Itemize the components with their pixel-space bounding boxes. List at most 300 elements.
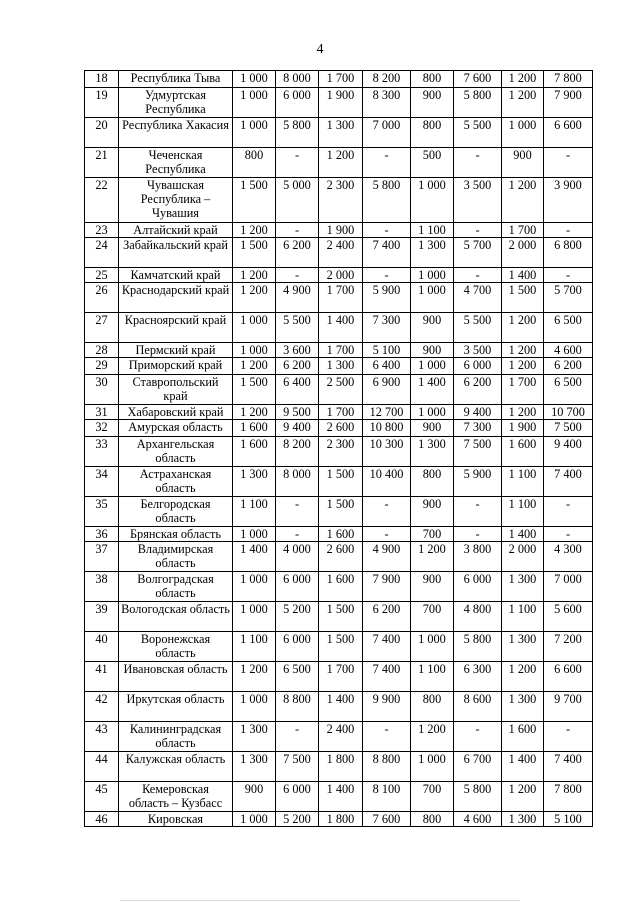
value-cell: 1 200 bbox=[233, 268, 276, 283]
value-cell: 1 200 bbox=[502, 405, 544, 420]
row-number: 37 bbox=[85, 542, 119, 572]
value-cell: 1 200 bbox=[233, 358, 276, 375]
value-cell: 6 500 bbox=[276, 662, 319, 692]
value-cell: 2 600 bbox=[319, 420, 363, 437]
value-cell: 1 600 bbox=[319, 572, 363, 602]
value-cell: 7 500 bbox=[544, 420, 593, 437]
row-number: 18 bbox=[85, 71, 119, 88]
table-row bbox=[85, 602, 593, 632]
table-row bbox=[85, 527, 593, 542]
value-cell: 5 900 bbox=[454, 467, 502, 497]
region-name: Чеченская Республика bbox=[119, 148, 233, 178]
value-cell: 5 800 bbox=[454, 88, 502, 118]
table-row bbox=[85, 88, 593, 118]
value-cell: 8 300 bbox=[363, 88, 411, 118]
region-name: Владимирская область bbox=[119, 542, 233, 572]
row-number: 20 bbox=[85, 118, 119, 148]
value-cell: - bbox=[544, 148, 593, 178]
value-cell: 9 400 bbox=[454, 405, 502, 420]
value-cell: 1 400 bbox=[411, 375, 454, 405]
value-cell: 6 400 bbox=[276, 375, 319, 405]
value-cell: 3 600 bbox=[276, 343, 319, 358]
value-cell: 3 500 bbox=[454, 343, 502, 358]
value-cell: 1 300 bbox=[233, 722, 276, 752]
value-cell: 1 400 bbox=[502, 527, 544, 542]
table-body bbox=[85, 71, 593, 827]
value-cell: 800 bbox=[411, 812, 454, 827]
value-cell: 800 bbox=[233, 148, 276, 178]
value-cell: 900 bbox=[233, 782, 276, 812]
value-cell: 1 300 bbox=[233, 752, 276, 782]
region-name: Удмуртская Республика bbox=[119, 88, 233, 118]
value-cell: 1 000 bbox=[411, 405, 454, 420]
value-cell: 1 100 bbox=[411, 662, 454, 692]
value-cell: 8 200 bbox=[363, 71, 411, 88]
value-cell: 800 bbox=[411, 118, 454, 148]
value-cell: 6 800 bbox=[544, 238, 593, 268]
region-name: Вологодская область bbox=[119, 602, 233, 632]
value-cell: 7 900 bbox=[363, 572, 411, 602]
value-cell: 1 400 bbox=[319, 313, 363, 343]
value-cell: 1 100 bbox=[233, 497, 276, 527]
value-cell: 1 200 bbox=[502, 343, 544, 358]
row-number: 45 bbox=[85, 782, 119, 812]
value-cell: - bbox=[363, 268, 411, 283]
value-cell: 1 200 bbox=[319, 148, 363, 178]
value-cell: 10 700 bbox=[544, 405, 593, 420]
value-cell: - bbox=[544, 527, 593, 542]
value-cell: 7 400 bbox=[363, 662, 411, 692]
value-cell: 6 200 bbox=[363, 602, 411, 632]
value-cell: 3 900 bbox=[544, 178, 593, 223]
value-cell: 800 bbox=[411, 467, 454, 497]
value-cell: 1 900 bbox=[502, 420, 544, 437]
value-cell: 2 600 bbox=[319, 542, 363, 572]
row-number: 21 bbox=[85, 148, 119, 178]
value-cell: 5 900 bbox=[363, 283, 411, 313]
value-cell: 7 400 bbox=[544, 752, 593, 782]
value-cell: 2 000 bbox=[502, 542, 544, 572]
table-row bbox=[85, 752, 593, 782]
value-cell: - bbox=[454, 148, 502, 178]
table-row bbox=[85, 283, 593, 313]
value-cell: - bbox=[454, 527, 502, 542]
value-cell: 1 100 bbox=[411, 223, 454, 238]
value-cell: 1 000 bbox=[411, 178, 454, 223]
value-cell: - bbox=[363, 148, 411, 178]
value-cell: 1 700 bbox=[502, 223, 544, 238]
page-number: 4 bbox=[316, 42, 324, 57]
value-cell: 5 700 bbox=[544, 283, 593, 313]
value-cell: 1 400 bbox=[319, 692, 363, 722]
value-cell: 1 000 bbox=[233, 118, 276, 148]
table-row bbox=[85, 420, 593, 437]
value-cell: 5 100 bbox=[363, 343, 411, 358]
value-cell: 700 bbox=[411, 527, 454, 542]
value-cell: 4 900 bbox=[276, 283, 319, 313]
value-cell: - bbox=[363, 722, 411, 752]
value-cell: 1 200 bbox=[502, 782, 544, 812]
value-cell: 1 200 bbox=[233, 283, 276, 313]
value-cell: 1 500 bbox=[233, 238, 276, 268]
value-cell: 1 000 bbox=[411, 283, 454, 313]
value-cell: 700 bbox=[411, 782, 454, 812]
region-name: Забайкальский край bbox=[119, 238, 233, 268]
value-cell: 1 300 bbox=[502, 692, 544, 722]
value-cell: 1 800 bbox=[319, 812, 363, 827]
value-cell: 800 bbox=[411, 71, 454, 88]
value-cell: 7 200 bbox=[544, 632, 593, 662]
value-cell: 1 000 bbox=[233, 527, 276, 542]
value-cell: 1 300 bbox=[502, 812, 544, 827]
value-cell: 1 100 bbox=[502, 602, 544, 632]
table-row bbox=[85, 722, 593, 752]
value-cell: 6 400 bbox=[363, 358, 411, 375]
region-name: Ставропольский край bbox=[119, 375, 233, 405]
table-row bbox=[85, 572, 593, 602]
value-cell: 6 200 bbox=[454, 375, 502, 405]
value-cell: 1 600 bbox=[502, 722, 544, 752]
value-cell: 4 600 bbox=[454, 812, 502, 827]
value-cell: 700 bbox=[411, 602, 454, 632]
value-cell: 7 900 bbox=[544, 88, 593, 118]
value-cell: 1 300 bbox=[319, 358, 363, 375]
value-cell: 7 500 bbox=[276, 752, 319, 782]
value-cell: 1 200 bbox=[233, 223, 276, 238]
value-cell: - bbox=[454, 268, 502, 283]
value-cell: 5 800 bbox=[454, 632, 502, 662]
value-cell: 1 100 bbox=[502, 467, 544, 497]
value-cell: 1 200 bbox=[411, 722, 454, 752]
regions-table bbox=[84, 70, 593, 827]
value-cell: 6 000 bbox=[454, 358, 502, 375]
value-cell: - bbox=[454, 722, 502, 752]
value-cell: 1 000 bbox=[411, 632, 454, 662]
row-number: 30 bbox=[85, 375, 119, 405]
table-row bbox=[85, 148, 593, 178]
value-cell: 1 500 bbox=[319, 467, 363, 497]
row-number: 46 bbox=[85, 812, 119, 827]
value-cell: 6 000 bbox=[276, 88, 319, 118]
value-cell: 7 400 bbox=[363, 632, 411, 662]
table-row bbox=[85, 71, 593, 88]
value-cell: 1 000 bbox=[233, 572, 276, 602]
value-cell: 8 000 bbox=[276, 467, 319, 497]
value-cell: 4 300 bbox=[544, 542, 593, 572]
value-cell: 7 500 bbox=[454, 437, 502, 467]
value-cell: 1 000 bbox=[411, 268, 454, 283]
value-cell: 1 200 bbox=[502, 662, 544, 692]
value-cell: 1 200 bbox=[502, 178, 544, 223]
value-cell: 1 000 bbox=[233, 812, 276, 827]
value-cell: 1 800 bbox=[319, 752, 363, 782]
region-name: Калининградская область bbox=[119, 722, 233, 752]
value-cell: 1 400 bbox=[233, 542, 276, 572]
value-cell: 900 bbox=[411, 572, 454, 602]
value-cell: 1 000 bbox=[502, 118, 544, 148]
table-row bbox=[85, 812, 593, 827]
row-number: 24 bbox=[85, 238, 119, 268]
value-cell: 2 300 bbox=[319, 178, 363, 223]
value-cell: 6 500 bbox=[544, 375, 593, 405]
value-cell: 1 300 bbox=[411, 437, 454, 467]
value-cell: 10 400 bbox=[363, 467, 411, 497]
region-name: Ивановская область bbox=[119, 662, 233, 692]
value-cell: 1 000 bbox=[411, 358, 454, 375]
value-cell: 1 000 bbox=[411, 752, 454, 782]
value-cell: 900 bbox=[411, 497, 454, 527]
row-number: 43 bbox=[85, 722, 119, 752]
value-cell: 1 000 bbox=[233, 313, 276, 343]
value-cell: 4 900 bbox=[363, 542, 411, 572]
value-cell: 9 500 bbox=[276, 405, 319, 420]
value-cell: 7 300 bbox=[454, 420, 502, 437]
value-cell: 12 700 bbox=[363, 405, 411, 420]
value-cell: 8 800 bbox=[363, 752, 411, 782]
value-cell: - bbox=[454, 223, 502, 238]
value-cell: - bbox=[363, 223, 411, 238]
table-row bbox=[85, 692, 593, 722]
region-name: Кировская bbox=[119, 812, 233, 827]
value-cell: 900 bbox=[411, 313, 454, 343]
region-name: Архангельская область bbox=[119, 437, 233, 467]
row-number: 33 bbox=[85, 437, 119, 467]
value-cell: 6 600 bbox=[544, 118, 593, 148]
value-cell: - bbox=[544, 722, 593, 752]
region-name: Краснодарский край bbox=[119, 283, 233, 313]
row-number: 44 bbox=[85, 752, 119, 782]
value-cell: 9 400 bbox=[544, 437, 593, 467]
value-cell: 1 700 bbox=[502, 375, 544, 405]
row-number: 22 bbox=[85, 178, 119, 223]
table-row bbox=[85, 358, 593, 375]
value-cell: 6 200 bbox=[276, 238, 319, 268]
value-cell: 500 bbox=[411, 148, 454, 178]
value-cell: - bbox=[276, 148, 319, 178]
row-number: 26 bbox=[85, 283, 119, 313]
value-cell: 1 300 bbox=[411, 238, 454, 268]
region-name: Кемеровская область – Кузбасс bbox=[119, 782, 233, 812]
table-row bbox=[85, 467, 593, 497]
value-cell: 1 200 bbox=[502, 358, 544, 375]
region-name: Чувашская Республика – Чувашия bbox=[119, 178, 233, 223]
value-cell: 1 700 bbox=[319, 405, 363, 420]
value-cell: 6 600 bbox=[544, 662, 593, 692]
region-name: Хабаровский край bbox=[119, 405, 233, 420]
value-cell: 1 300 bbox=[319, 118, 363, 148]
value-cell: 1 700 bbox=[319, 71, 363, 88]
row-number: 39 bbox=[85, 602, 119, 632]
value-cell: 1 500 bbox=[233, 375, 276, 405]
value-cell: 5 800 bbox=[454, 782, 502, 812]
region-name: Алтайский край bbox=[119, 223, 233, 238]
value-cell: 2 500 bbox=[319, 375, 363, 405]
table-row bbox=[85, 782, 593, 812]
value-cell: 9 400 bbox=[276, 420, 319, 437]
value-cell: 1 400 bbox=[502, 268, 544, 283]
value-cell: 1 300 bbox=[502, 572, 544, 602]
row-number: 25 bbox=[85, 268, 119, 283]
value-cell: 2 000 bbox=[319, 268, 363, 283]
value-cell: 1 200 bbox=[233, 405, 276, 420]
value-cell: 1 900 bbox=[319, 88, 363, 118]
row-number: 40 bbox=[85, 632, 119, 662]
value-cell: 1 600 bbox=[502, 437, 544, 467]
region-name: Астраханская область bbox=[119, 467, 233, 497]
region-name: Камчатский край bbox=[119, 268, 233, 283]
value-cell: 6 000 bbox=[276, 572, 319, 602]
value-cell: 7 600 bbox=[363, 812, 411, 827]
region-name: Волгоградская область bbox=[119, 572, 233, 602]
row-number: 38 bbox=[85, 572, 119, 602]
region-name: Красноярский край bbox=[119, 313, 233, 343]
value-cell: 8 600 bbox=[454, 692, 502, 722]
value-cell: 1 100 bbox=[233, 632, 276, 662]
value-cell: 7 400 bbox=[363, 238, 411, 268]
value-cell: 1 000 bbox=[233, 343, 276, 358]
value-cell: - bbox=[276, 722, 319, 752]
value-cell: 1 700 bbox=[319, 662, 363, 692]
region-name: Воронежская область bbox=[119, 632, 233, 662]
value-cell: - bbox=[544, 268, 593, 283]
value-cell: 9 700 bbox=[544, 692, 593, 722]
value-cell: 7 800 bbox=[544, 71, 593, 88]
value-cell: 1 500 bbox=[319, 632, 363, 662]
value-cell: 1 200 bbox=[502, 88, 544, 118]
value-cell: 5 700 bbox=[454, 238, 502, 268]
value-cell: 5 800 bbox=[363, 178, 411, 223]
value-cell: 1 000 bbox=[233, 602, 276, 632]
region-name: Республика Хакасия bbox=[119, 118, 233, 148]
value-cell: 5 100 bbox=[544, 812, 593, 827]
table-row bbox=[85, 437, 593, 467]
value-cell: 6 000 bbox=[276, 782, 319, 812]
value-cell: 1 000 bbox=[233, 88, 276, 118]
value-cell: 6 900 bbox=[363, 375, 411, 405]
table-row bbox=[85, 375, 593, 405]
value-cell: 2 300 bbox=[319, 437, 363, 467]
value-cell: 4 700 bbox=[454, 283, 502, 313]
value-cell: - bbox=[363, 527, 411, 542]
value-cell: 9 900 bbox=[363, 692, 411, 722]
value-cell: 6 700 bbox=[454, 752, 502, 782]
row-number: 28 bbox=[85, 343, 119, 358]
table-row bbox=[85, 343, 593, 358]
row-number: 35 bbox=[85, 497, 119, 527]
row-number: 36 bbox=[85, 527, 119, 542]
table-row bbox=[85, 313, 593, 343]
region-name: Амурская область bbox=[119, 420, 233, 437]
value-cell: 5 500 bbox=[454, 313, 502, 343]
value-cell: 1 500 bbox=[319, 602, 363, 632]
value-cell: 10 800 bbox=[363, 420, 411, 437]
value-cell: 1 000 bbox=[233, 71, 276, 88]
value-cell: - bbox=[454, 497, 502, 527]
region-name: Приморский край bbox=[119, 358, 233, 375]
value-cell: 7 800 bbox=[544, 782, 593, 812]
value-cell: 1 500 bbox=[233, 178, 276, 223]
value-cell: 5 500 bbox=[454, 118, 502, 148]
region-name: Республика Тыва bbox=[119, 71, 233, 88]
value-cell: 5 600 bbox=[544, 602, 593, 632]
row-number: 27 bbox=[85, 313, 119, 343]
value-cell: 2 400 bbox=[319, 238, 363, 268]
region-name: Брянская область bbox=[119, 527, 233, 542]
value-cell: 4 000 bbox=[276, 542, 319, 572]
region-name: Иркутская область bbox=[119, 692, 233, 722]
region-name: Белгородская область bbox=[119, 497, 233, 527]
value-cell: 1 200 bbox=[411, 542, 454, 572]
value-cell: 7 000 bbox=[363, 118, 411, 148]
value-cell: 6 000 bbox=[276, 632, 319, 662]
region-name: Калужская область bbox=[119, 752, 233, 782]
value-cell: 5 500 bbox=[276, 313, 319, 343]
table-row bbox=[85, 497, 593, 527]
value-cell: 1 200 bbox=[233, 662, 276, 692]
value-cell: 1 600 bbox=[233, 437, 276, 467]
page-edge-line bbox=[120, 900, 520, 901]
row-number: 34 bbox=[85, 467, 119, 497]
value-cell: 8 100 bbox=[363, 782, 411, 812]
value-cell: 7 600 bbox=[454, 71, 502, 88]
table-row bbox=[85, 118, 593, 148]
value-cell: 5 800 bbox=[276, 118, 319, 148]
value-cell: 800 bbox=[411, 692, 454, 722]
table-row bbox=[85, 405, 593, 420]
value-cell: 1 400 bbox=[319, 782, 363, 812]
value-cell: 1 500 bbox=[502, 283, 544, 313]
value-cell: 5 000 bbox=[276, 178, 319, 223]
value-cell: 900 bbox=[411, 88, 454, 118]
value-cell: 7 000 bbox=[544, 572, 593, 602]
value-cell: - bbox=[276, 268, 319, 283]
value-cell: 10 300 bbox=[363, 437, 411, 467]
value-cell: 8 200 bbox=[276, 437, 319, 467]
value-cell: 1 200 bbox=[502, 71, 544, 88]
value-cell: 6 200 bbox=[544, 358, 593, 375]
value-cell: 1 100 bbox=[502, 497, 544, 527]
row-number: 41 bbox=[85, 662, 119, 692]
value-cell: 1 700 bbox=[319, 283, 363, 313]
value-cell: 2 000 bbox=[502, 238, 544, 268]
value-cell: 4 600 bbox=[544, 343, 593, 358]
table-row bbox=[85, 268, 593, 283]
table-row bbox=[85, 223, 593, 238]
value-cell: - bbox=[544, 223, 593, 238]
value-cell: 5 200 bbox=[276, 602, 319, 632]
row-number: 32 bbox=[85, 420, 119, 437]
value-cell: 1 600 bbox=[319, 527, 363, 542]
value-cell: 3 800 bbox=[454, 542, 502, 572]
value-cell: 6 200 bbox=[276, 358, 319, 375]
value-cell: 1 300 bbox=[233, 467, 276, 497]
value-cell: 6 000 bbox=[454, 572, 502, 602]
value-cell: - bbox=[363, 497, 411, 527]
value-cell: 8 800 bbox=[276, 692, 319, 722]
value-cell: 1 200 bbox=[502, 313, 544, 343]
value-cell: 1 400 bbox=[502, 752, 544, 782]
row-number: 23 bbox=[85, 223, 119, 238]
value-cell: 8 000 bbox=[276, 71, 319, 88]
value-cell: 2 400 bbox=[319, 722, 363, 752]
value-cell: 1 300 bbox=[502, 632, 544, 662]
table-row bbox=[85, 542, 593, 572]
value-cell: 1 700 bbox=[319, 343, 363, 358]
value-cell: 7 400 bbox=[544, 467, 593, 497]
value-cell: 7 300 bbox=[363, 313, 411, 343]
value-cell: 6 300 bbox=[454, 662, 502, 692]
row-number: 31 bbox=[85, 405, 119, 420]
